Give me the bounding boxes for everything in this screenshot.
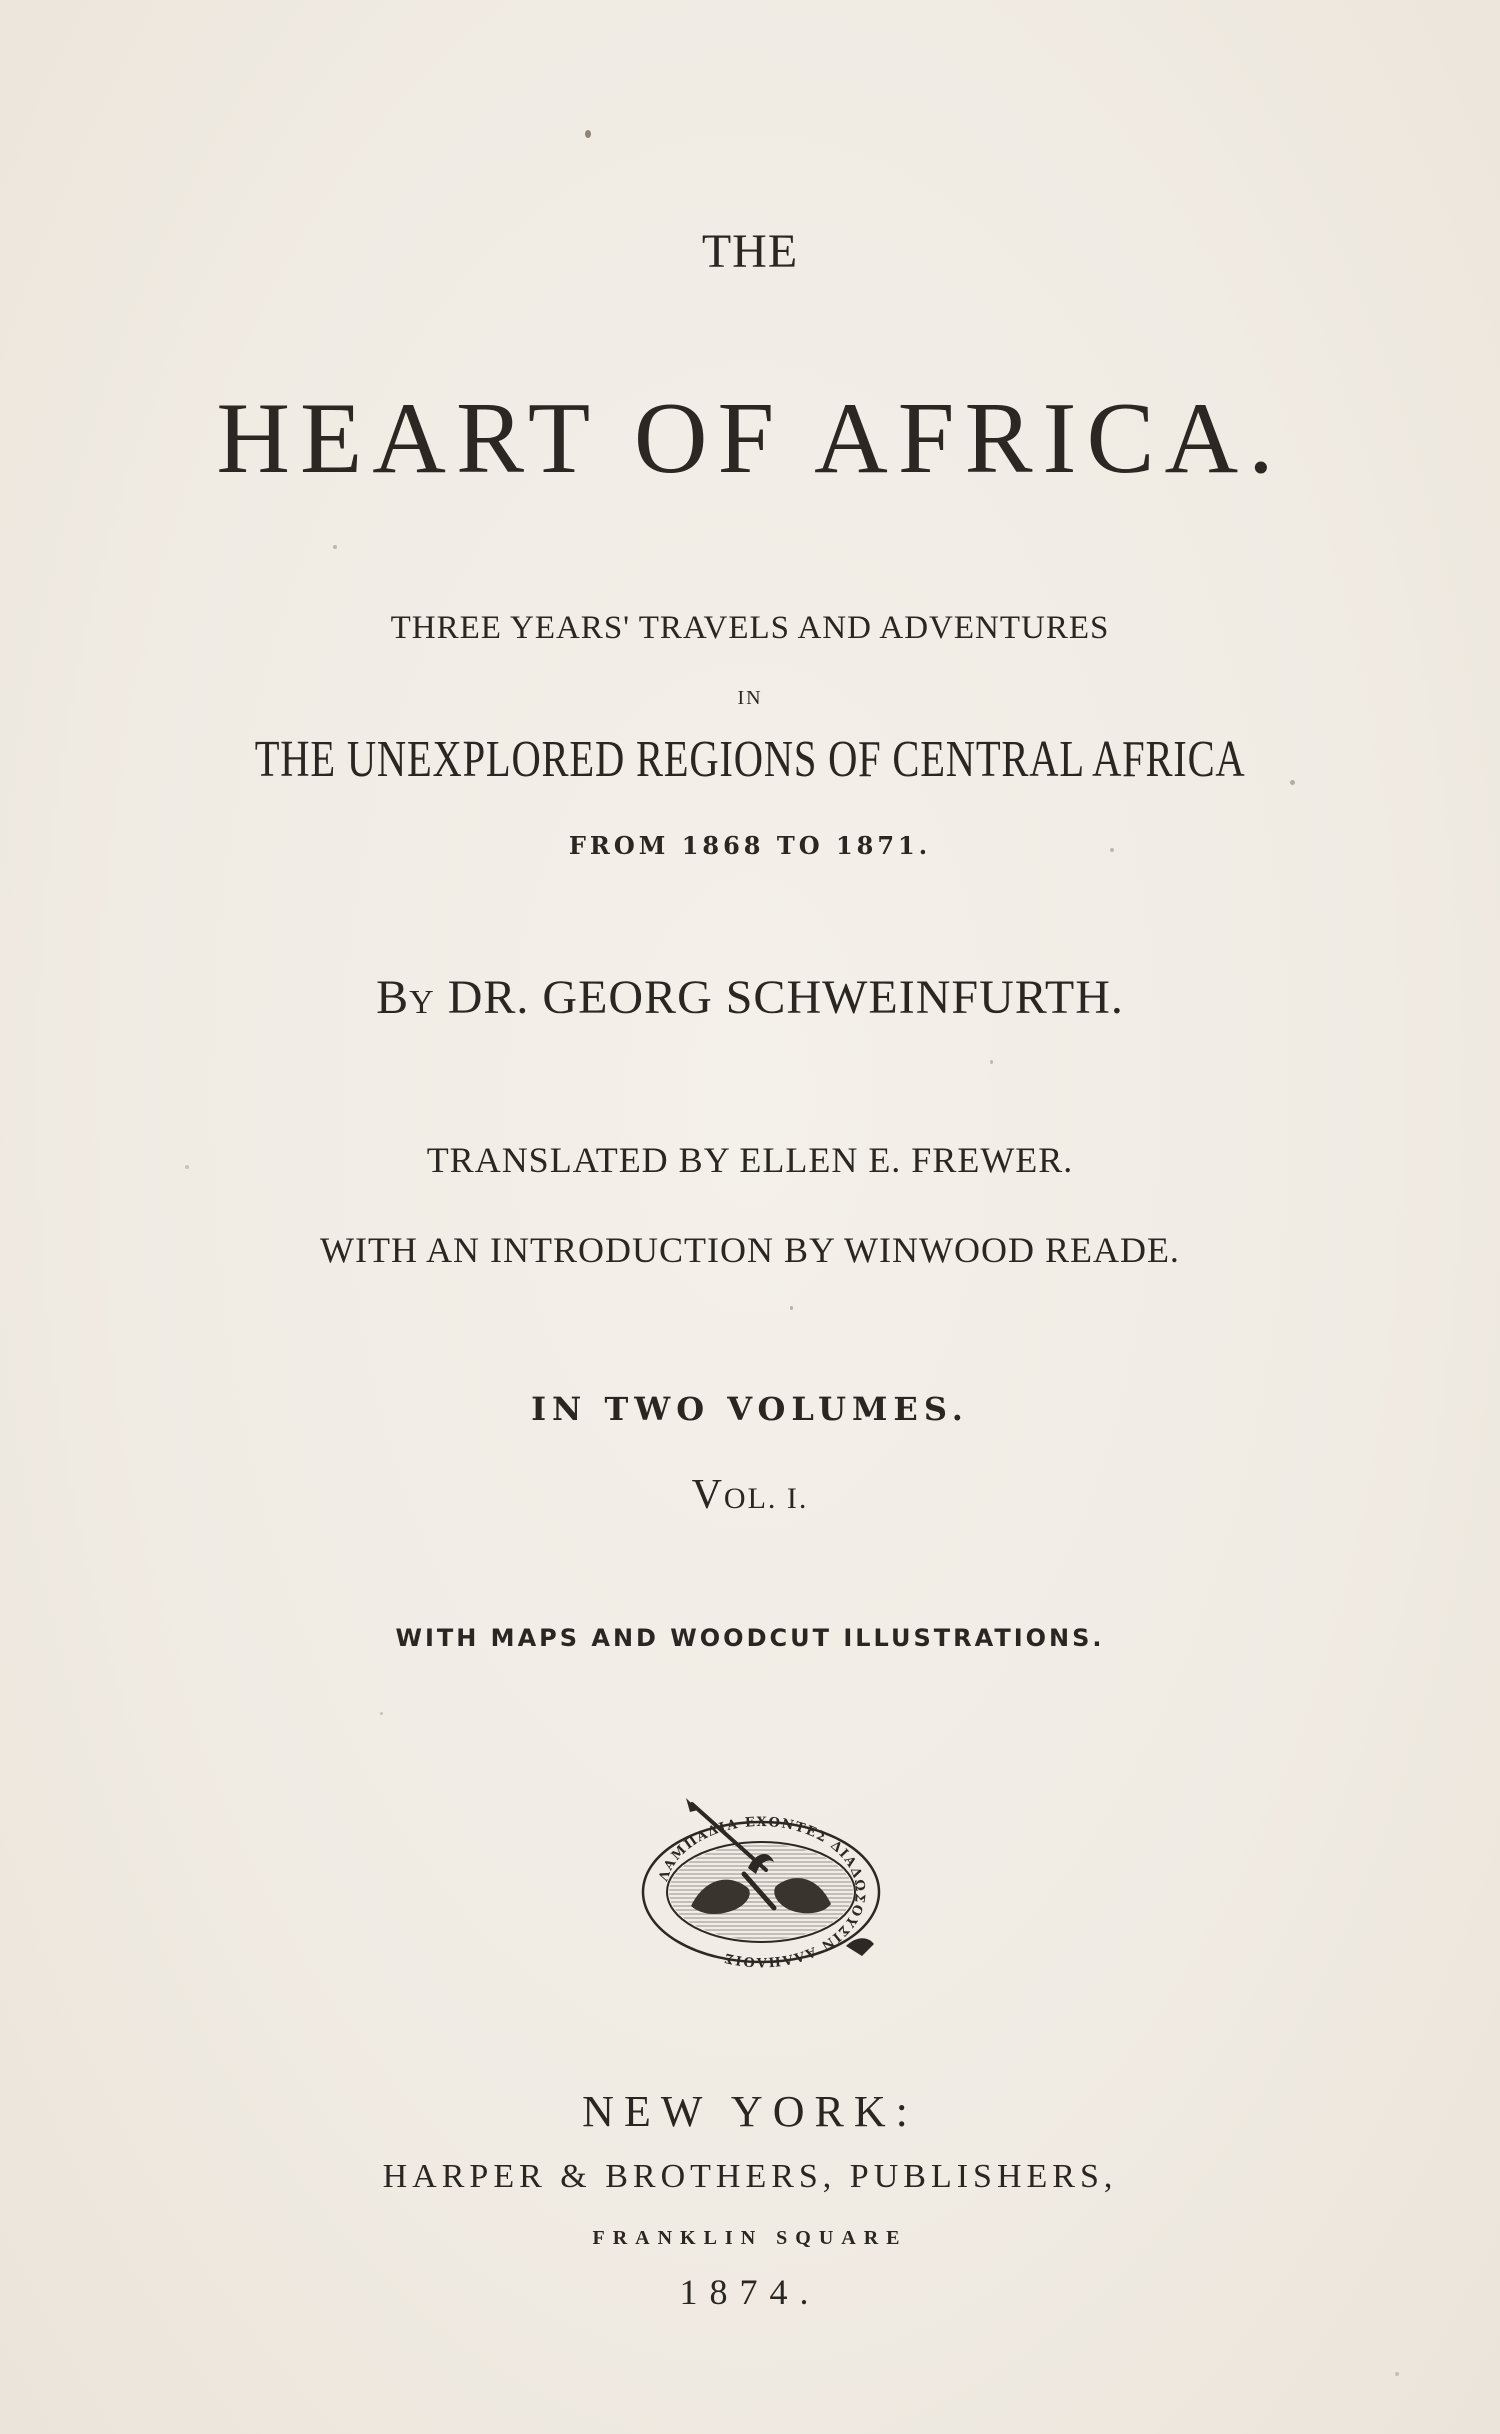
illustrations-line: WITH MAPS AND WOODCUT ILLUSTRATIONS. <box>395 1624 1105 1652</box>
author-name: DR. GEORG SCHWEINFURTH. <box>447 971 1124 1024</box>
foxing-speck <box>585 130 591 138</box>
volumes-line: IN TWO VOLUMES. <box>531 1390 969 1428</box>
imprint-publisher: HARPER & BROTHERS, PUBLISHERS, <box>382 2158 1118 2195</box>
foxing-speck <box>1290 780 1295 785</box>
foxing-speck <box>790 1306 793 1310</box>
title-article: THE <box>701 225 799 278</box>
main-title: HEART OF AFRICA. <box>216 382 1284 495</box>
foxing-speck <box>1110 848 1114 852</box>
imprint-city: NEW YORK: <box>582 2087 918 2136</box>
date-range: FROM 1868 TO 1871. <box>568 831 932 860</box>
volume-initial: V <box>691 1472 724 1518</box>
volume-rest: OL. I. <box>723 1482 809 1515</box>
translator-line: TRANSLATED BY ELLEN E. FREWER. <box>426 1140 1074 1180</box>
device-motto: ΛΑΜΠΑΔΙΑ ΕΧΟΝΤΕΣ ΔΙΑΔΩΣΟΥΣΙΝ ΑΛΛΗΛΟΙΣ <box>656 1814 868 1968</box>
printers-device-emblem <box>636 1796 886 1968</box>
imprint-address: FRANKLIN SQUARE <box>592 2227 908 2249</box>
foxing-speck <box>333 545 337 549</box>
author-line <box>0 971 1500 1024</box>
foxing-speck <box>990 1060 993 1064</box>
author-prefix-rest: Y <box>409 984 435 1021</box>
foxing-speck <box>380 1712 383 1715</box>
regions-text: THE UNEXPLORED REGIONS OF CENTRAL AFRICA <box>254 731 1246 788</box>
imprint-year: 1874. <box>679 2272 821 2312</box>
subtitle: THREE YEARS' TRAVELS AND ADVENTURES <box>390 610 1110 646</box>
author-prefix-initial: B <box>376 971 410 1024</box>
subtitle-connector: IN <box>737 687 763 709</box>
foxing-speck <box>185 1165 189 1169</box>
volume-number <box>0 1474 1500 1516</box>
subtitle-regions <box>0 733 1500 786</box>
introduction-line: WITH AN INTRODUCTION BY WINWOOD READE. <box>320 1230 1180 1270</box>
foxing-speck <box>1395 2372 1399 2376</box>
